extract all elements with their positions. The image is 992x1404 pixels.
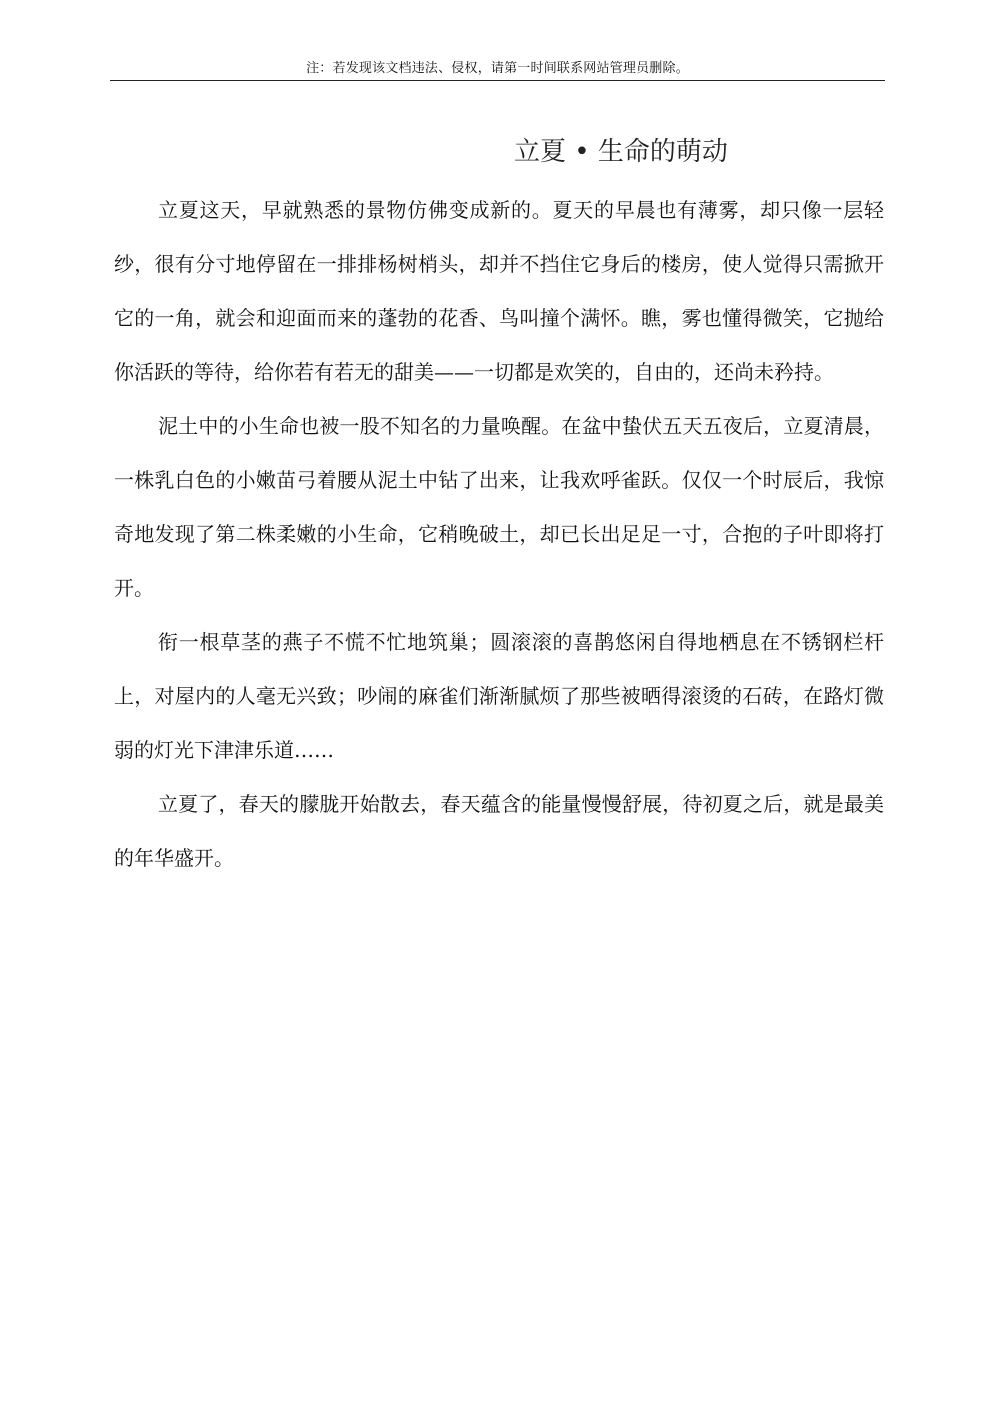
paragraph-3: 衔一根草茎的燕子不慌不忙地筑巢；圆滚滚的喜鹊悠闲自得地栖息在不锈钢栏杆上，对屋内的人毫无兴致；吵闹的麻雀们渐渐腻烦了那些被晒得滚烫的石砖，在路灯微弱的灯光下津津乐道…… [114, 630, 884, 762]
paragraph-1: 立夏这天，早就熟悉的景物仿佛变成新的。夏天的早晨也有薄雾，却只像一层轻纱，很有分寸地停留在一排排杨树梢头，却并不挡住它身后的楼房，使人觉得只需掀开它的一角，就会和迎面而来的蓬勃的花香、鸟叫撞个满怀。瞧，雾也懂得微笑，它抛给你活跃的等待，给你若有若无的甜美——一切都是欢笑的，自由的，还尚未矜持。 [114, 198, 884, 384]
document-title: 立夏 • 生命的萌动 [514, 137, 728, 167]
header-disclaimer: 注：若发现该文档违法、侵权，请第一时间联系网站管理员删除。 [306, 61, 689, 76]
document-body [114, 183, 884, 885]
header-divider [110, 80, 885, 81]
paragraph-4: 立夏了，春天的朦胧开始散去，春天蕴含的能量慢慢舒展，待初夏之后，就是最美的年华盛开。 [114, 792, 884, 870]
paragraph-2: 泥土中的小生命也被一股不知名的力量唤醒。在盆中蛰伏五天五夜后，立夏清晨，一株乳白色的小嫩苗弓着腰从泥土中钻了出来，让我欢呼雀跃。仅仅一个时辰后，我惊奇地发现了第二株柔嫩的小生命，它稍晚破土，却已长出足足一寸，合抱的子叶即将打开。 [114, 414, 884, 600]
